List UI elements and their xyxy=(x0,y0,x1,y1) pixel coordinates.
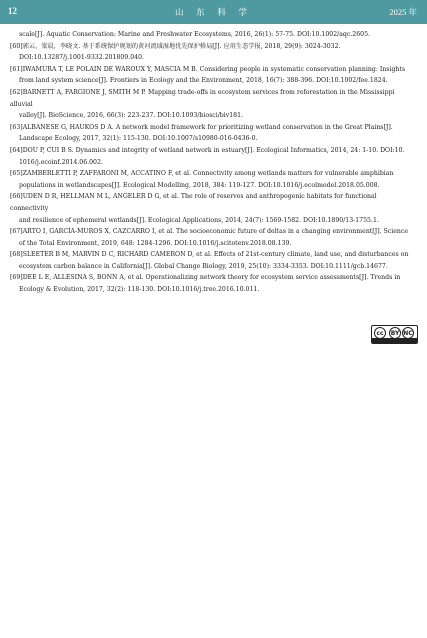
reference-number: [68] xyxy=(10,251,23,259)
reference-number: [60] xyxy=(10,42,23,50)
reference-line: valley[J]. BioScience, 2016, 66(3): 223-237. DOI:10.1093/biosci/biv181. xyxy=(19,112,244,120)
page-header xyxy=(0,0,427,24)
reference-item xyxy=(10,64,416,87)
nc-icon: NC xyxy=(402,327,414,339)
reference-item xyxy=(10,29,416,41)
reference-number: [64] xyxy=(10,146,23,154)
reference-item xyxy=(10,41,416,64)
reference-list xyxy=(10,29,416,296)
reference-item xyxy=(10,272,416,295)
reference-line: Ecology & Evolution, 2017, 32(2): 118-130. DOI:10.1016/j.tree.2016.10.011. xyxy=(19,286,260,294)
reference-line: ecosystem carbon balance in California[J]. Global Change Biology, 2019, 25(10): 3334-3353. DOI:10.1111/gcb.14677. xyxy=(19,262,388,270)
reference-number: [62] xyxy=(10,88,23,96)
reference-line: UDEN D R, HELLMAN M L, ANGELER D G, et al. The role of reserves and anthropogenic habitats for functional connectivity xyxy=(10,193,377,212)
cc-icon: cc xyxy=(374,327,386,339)
page-number: 12 xyxy=(8,6,17,16)
cc-license-badge[interactable] xyxy=(371,325,418,344)
reference-number: [65] xyxy=(10,170,23,178)
reference-line: IWAMURA T, LE POLAIN DE WAROUX Y, MASCIA M B. Considering people in systematic conservation planning: Insights xyxy=(22,65,406,73)
reference-item xyxy=(10,87,416,122)
publication-year: 2025 年 xyxy=(389,7,417,17)
reference-number: [66] xyxy=(10,193,23,201)
reference-line: DOU P, CUI B S. Dynamics and integrity of wetland network in estuary[J]. Ecological Informatics, 2014, 24: 1-10. DOI:10. xyxy=(22,146,405,154)
journal-title: 山 东 科 学 xyxy=(174,8,253,18)
reference-line: ZAMBERLETTI P, ZAFFARONI M, ACCATINO F, et al. Connectivity among wetlands matters for vulnerable amphibian xyxy=(22,170,394,178)
reference-line: 1016/j.ecoinf.2014.06.002. xyxy=(19,158,103,166)
reference-number: [61] xyxy=(10,65,23,73)
reference-line: and resilience of ephemeral wetlands[J]. Ecological Applications, 2014, 24(7): 1569-1582. DOI:10.1890/13-1755.1. xyxy=(19,216,379,224)
reference-line: ARTO I, GARCÍA-MUROS X, CAZCARRO I, et al. The socioeconomic future of deltas in a changing environment[J]. Science xyxy=(22,228,408,236)
reference-item xyxy=(10,191,416,226)
reference-item xyxy=(10,145,416,168)
reference-line: BARNETT A, FARGIONE J, SMITH M P. Mapping trade-offs in ecosystem services from reforestation in the Mississippi alluvial xyxy=(10,88,395,108)
reference-item xyxy=(10,168,416,191)
reference-line: 郭云，梁晨，李晓文. 基于系统保护规划的黄河流域湿地优先保护格局[J]. 应用生态学报, 2018, 29(9): 3024-3032. xyxy=(22,42,341,50)
reference-line: of the Total Environment, 2019, 648: 1284-1296. DOI:10.1016/j.scitotenv.2018.08.139. xyxy=(19,239,292,247)
reference-line: populations in wetlandscapes[J]. Ecological Modelling, 2018, 384: 119-127. DOI:10.1016/j.ecolmodel.2018.05.008. xyxy=(19,181,380,189)
reference-line: from land system science[J]. Frontiers in Ecology and the Environment, 2018, 16(7): 388-396. DOI:10.1002/fee.1824. xyxy=(19,77,388,85)
reference-number: [63] xyxy=(10,123,23,131)
reference-line: SLEETER B M, MARVIN D C, RICHARD CAMERON D, et al. Effects of 21st-century climate, land use, and disturbances on xyxy=(22,251,409,259)
reference-number: [69] xyxy=(10,274,23,282)
reference-line: DOI:10.13287/j.1001-9332.201809.040. xyxy=(19,54,144,62)
reference-item xyxy=(10,249,416,272)
reference-line: Landscape Ecology, 2017, 32(1): 115-130. DOI:10.1007/s10980-016-0436-0. xyxy=(19,135,258,143)
reference-number: [67] xyxy=(10,228,23,236)
by-icon: BY xyxy=(389,327,401,339)
reference-line: ALBANESE G, HAUKOS D A. A network model framework for prioritizing wetland conservation in the Great Plains[J]. xyxy=(22,123,393,131)
reference-line: scale[J]. Aquatic Conservation: Marine and Freshwater Ecosystems, 2016, 26(1): 57-75. DOI:10.1002/aqc.2605. xyxy=(19,31,371,38)
reference-item xyxy=(10,226,416,249)
reference-line: DEE L E, ALLESINA S, BONN A, et al. Operationalizing network theory for ecosystem service assessments[J]. Trends in xyxy=(22,274,401,282)
reference-item xyxy=(10,122,416,145)
